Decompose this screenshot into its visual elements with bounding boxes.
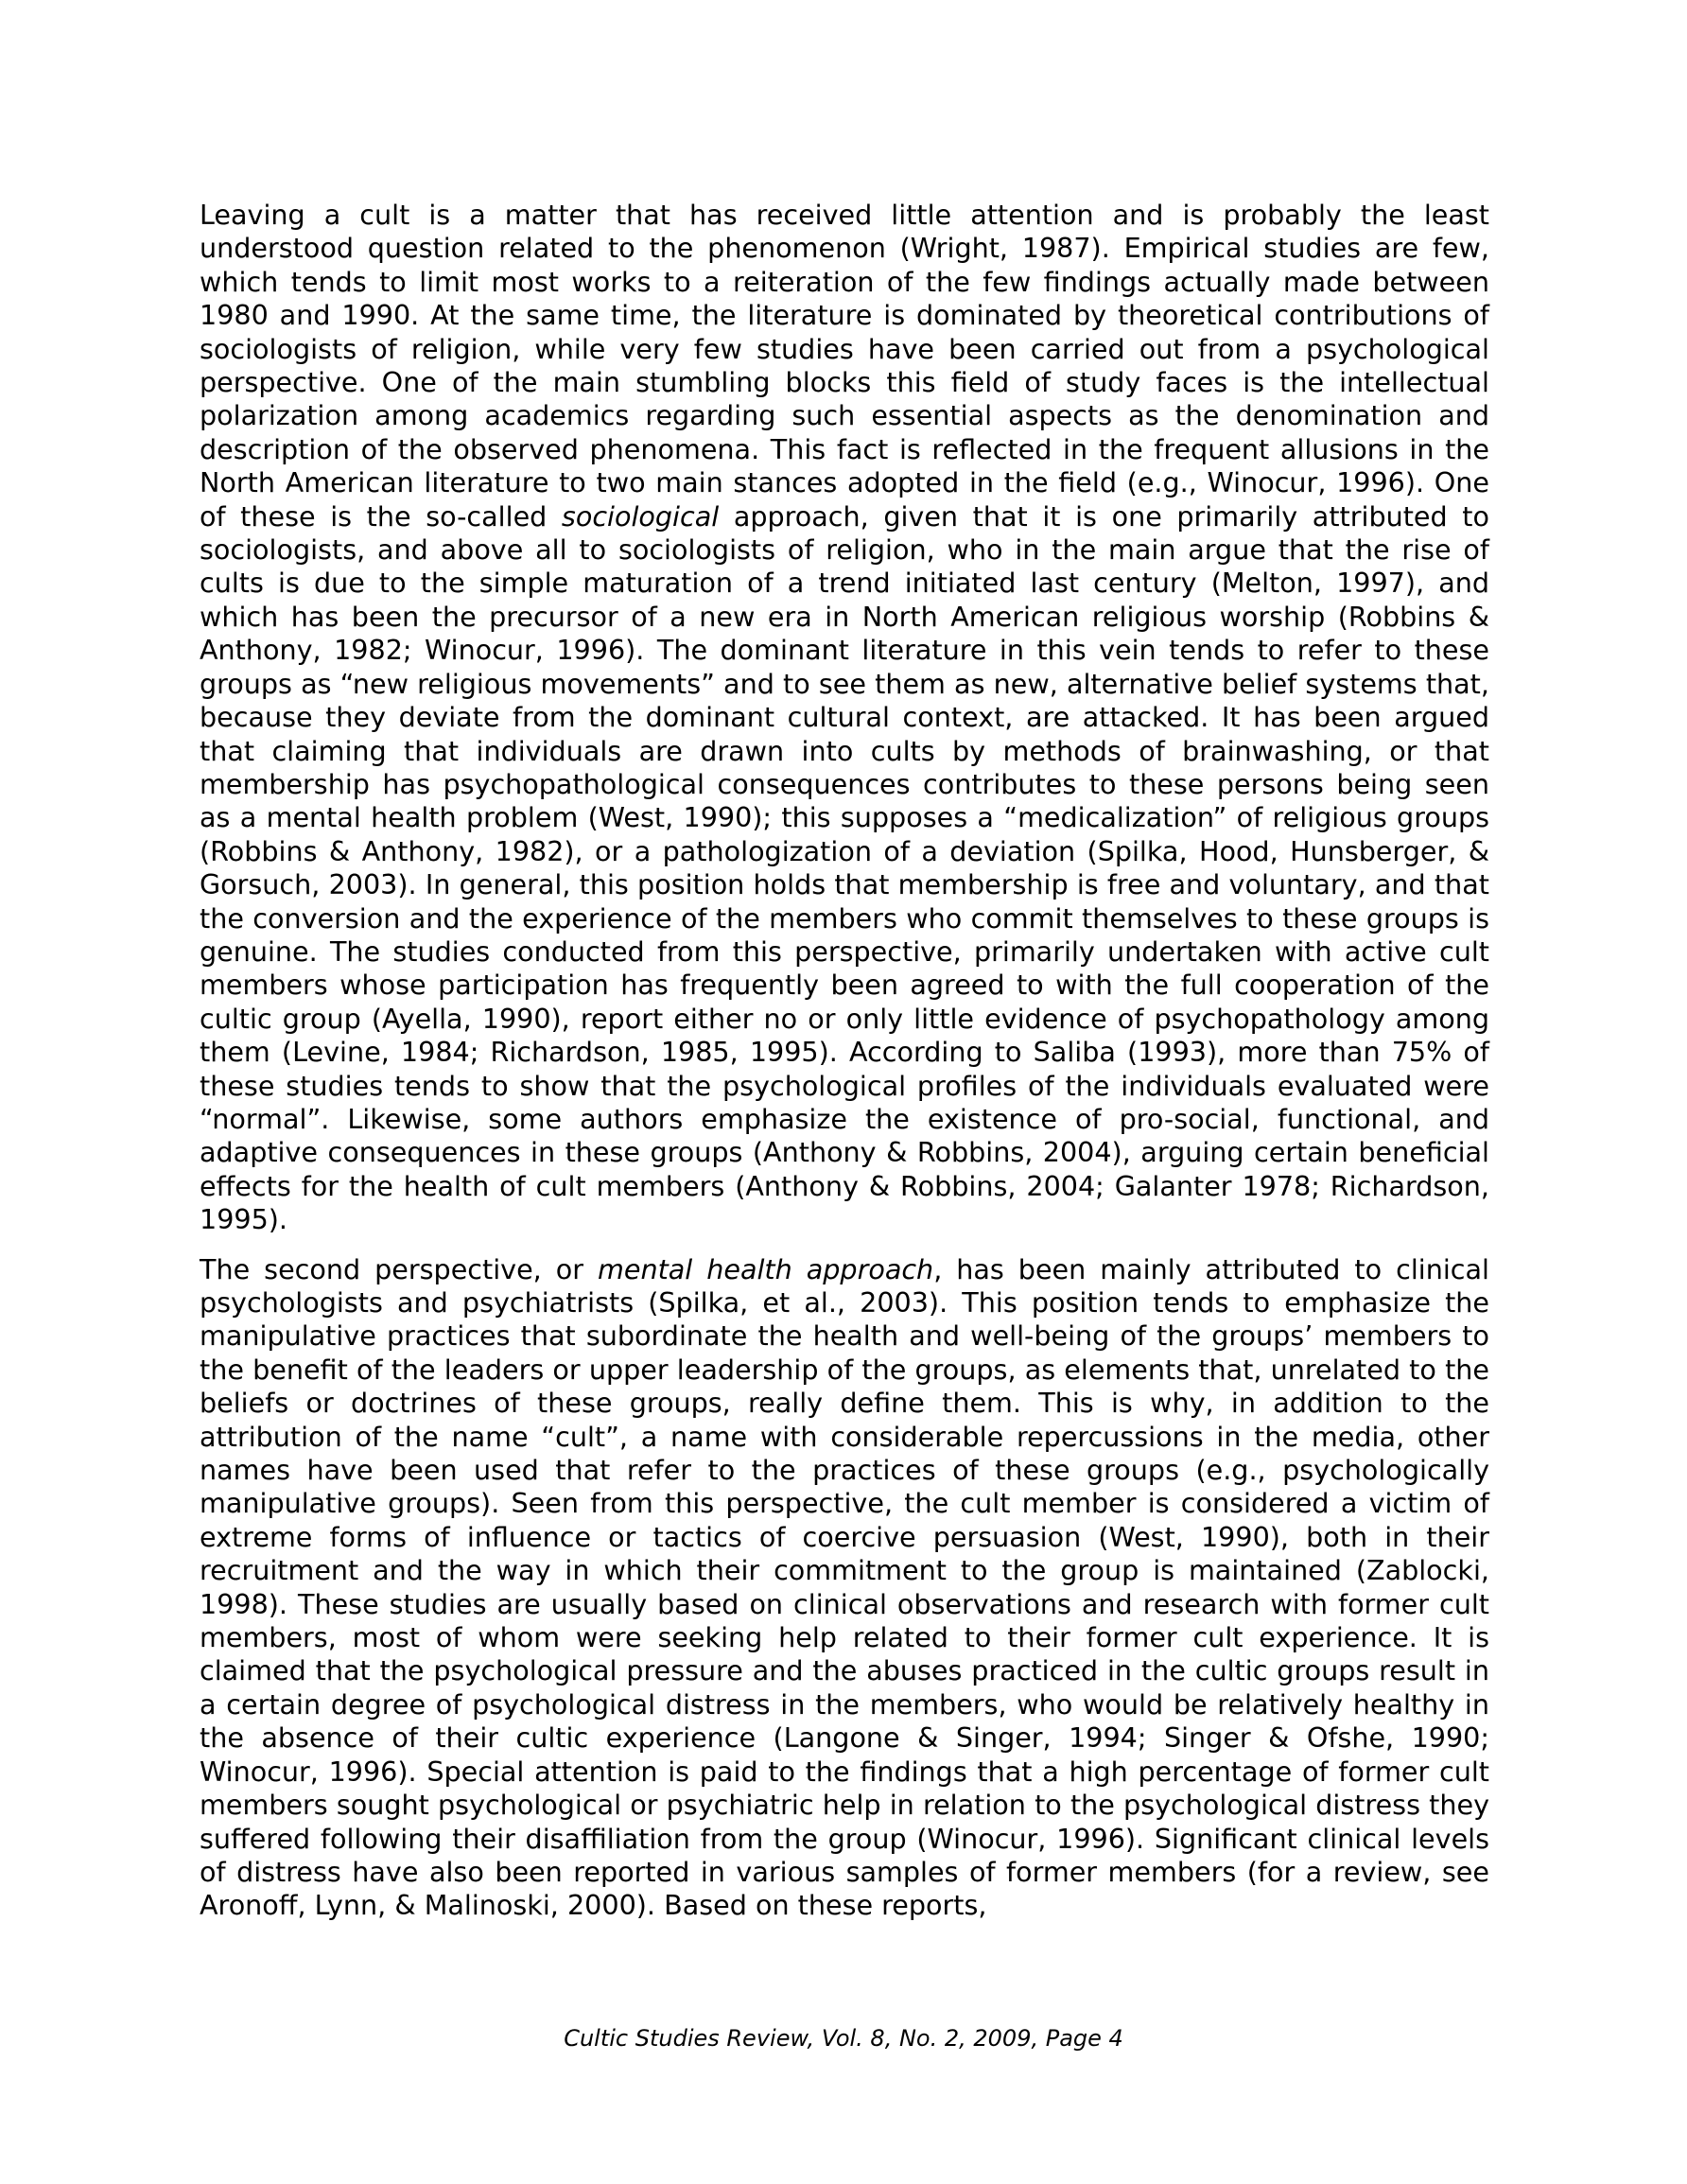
body-text [200,199,1489,1923]
emphasis-sociological: sociological [561,499,720,533]
paragraph-text: Leaving a cult is a matter that has received little attention and is probably the least understood question related to the phenomenon (Wright, 1987). Empirical studies are few, which tends to limit most works to a reiteration of the few findings actually made between 1980 and 1990. At the same time, the literature is dominated by theoretical contributions of sociologists of religion, while very few studies have been carried out from a psychological perspective. One of the main stumbling blocks this field of study faces is the intellectual polarization among academics regarding such essential aspects as the denomination and description of the observed phenomena. This fact is reflected in the frequent allusions in the North American literature to two main stances adopted in the field (e.g., Winocur, 1996). One of these is the so-called [200,199,1489,533]
emphasis-mental-health-approach: mental health approach [598,1252,934,1285]
paragraph-text: , has been mainly attributed to clinical psychologists and psychiatrists (Spilka, et al., 2003). This position tends to emphasize the manipulative practices that subordinate the health and well-being of the groups’ members to the benefit of the leaders or upper leadership of the groups, as elements that, unrelated to the beliefs or doctrines of these groups, really define them. This is why, in addition to the attribution of the name “cult”, a name with considerable repercussions in the media, other names have been used that refer to the practices of these groups (e.g., psychologically manipulative groups). Seen from this perspective, the cult member is considered a victim of extreme forms of influence or tactics of coercive persuasion (West, 1990), both in their recruitment and the way in which their commitment to the group is maintained (Zablocki, 1998). These studies are usually based on clinical observations and research with former cult members, most of whom were seeking help related to their former cult experience. It is claimed that the psychological pressure and the abuses practiced in the cultic groups result in a certain degree of psychological distress in the members, who would be relatively healthy in the absence of their cultic experience (Langone & Singer, 1994; Singer & Ofshe, 1990; Winocur, 1996). Special attention is paid to the findings that a high percentage of former cult members sought psychological or psychiatric help in relation to the psychological distress they suffered following their disaffiliation from the group (Winocur, 1996). Significant clinical levels of distress have also been reported in various samples of former members (for a review, see Aronoff, Lynn, & Malinoski, 2000). Based on these reports, [200,1252,1489,1922]
paragraph-text: The second perspective, or [200,1252,598,1285]
page-footer: Cultic Studies Review, Vol. 8, No. 2, 2009, Page 4 [564,2025,1123,2052]
paragraph-mental-health-approach [200,1253,1489,1923]
paragraph-leaving-a-cult [200,199,1489,1237]
paragraph-text: approach, given that it is one primarily attributed to sociologists, and above all to sociologists of religion, who in the main argue that the rise of cults is due to the simple maturation of a trend initiated last century (Melton, 1997), and which has been the precursor of a new era in North American religious worship (Robbins & Anthony, 1982; Winocur, 1996). The dominant literature in this vein tends to refer to these groups as “new religious movements” and to see them as new, alternative belief systems that, because they deviate from the dominant cultural context, are attacked. It has been argued that claiming that individuals are drawn into cults by methods of brainwashing, or that membership has psychopathological consequences contributes to these persons being seen as a mental health problem (West, 1990); this supposes a “medicalization” of religious groups (Robbins & Anthony, 1982), or a pathologization of a deviation (Spilka, Hood, Hunsberger, & Gorsuch, 2003). In general, this position holds that membership is free and voluntary, and that the conversion and the experience of the members who commit themselves to these groups is genuine. The studies conducted from this perspective, primarily undertaken with active cult members whose participation has frequently been agreed to with the full cooperation of the cultic group (Ayella, 1990), report either no or only little evidence of psychopathology among them (Levine, 1984; Richardson, 1985, 1995). According to Saliba (1993), more than 75% of these studies tends to show that the psychological profiles of the individuals evaluated were “normal”. Likewise, some authors emphasize the existence of pro-social, functional, and adaptive consequences in these groups (Anthony & Robbins, 2004), arguing certain beneficial effects for the health of cult members (Anthony & Robbins, 2004; Galanter 1978; Richardson, 1995). [200,499,1489,1236]
